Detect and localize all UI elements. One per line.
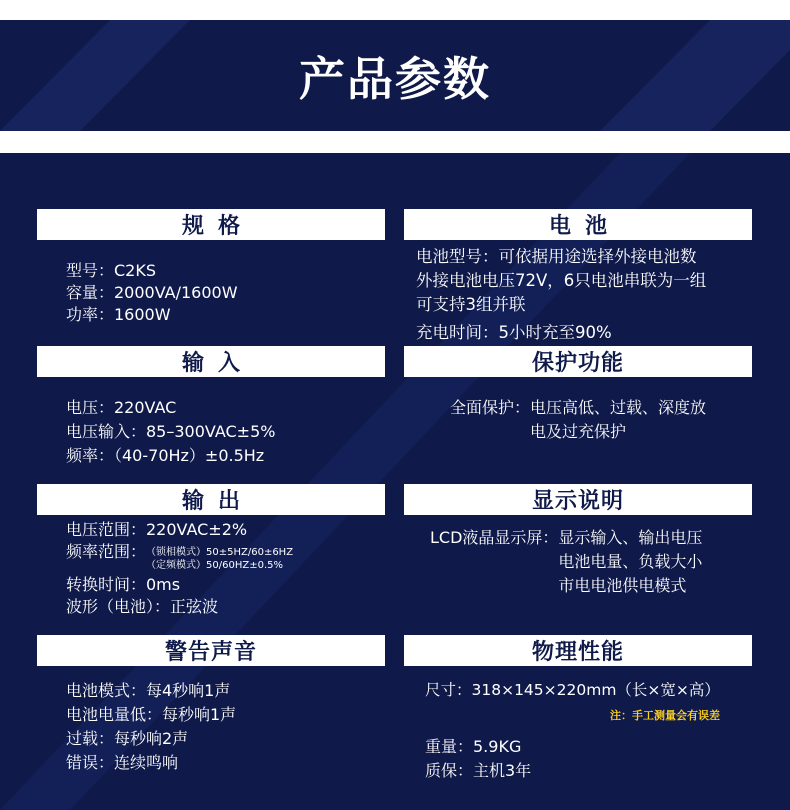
input-frequency: 频率：（40-70Hz）±0.5Hz [66,446,265,465]
output-waveform: 波形（电池）：正弦波 [66,597,219,616]
physical-block [425,679,755,783]
protection-line-1: 全面保护：电压高低、过载、深度放 [449,398,706,417]
output-frequency-values [146,546,293,572]
display-row [430,526,702,598]
display-block [430,526,702,598]
physical-note-row [425,703,755,727]
spec-model: 型号：C2KS [66,261,157,280]
input-voltage: 电压：220VAC [66,398,177,417]
battery-parallel: 可支持3组并联 [416,295,526,314]
battery-voltage: 外接电池电压72V，6只电池串联为一组 [416,271,707,290]
physical-size: 尺寸：318×145×220mm（长×宽×高） [425,681,720,699]
display-feature-1: 显示输入、输出电压 [558,528,703,547]
spec-power: 功率：1600W [66,305,171,324]
physical-warranty: 质保：主机3年 [425,761,532,780]
physical-weight: 重量：5.9KG [425,737,522,756]
alarm-block [66,679,236,775]
output-voltage: 电压范围：220VAC±2% [66,520,248,539]
alarm-battery-mode: 电池模式：每4秒响1声 [66,681,231,700]
input-voltage-range: 电压输入：85–300VAC±5% [66,422,276,441]
alarm-low-battery: 电池电量低：每秒响1声 [66,705,237,724]
alarm-error: 错误：连续鸣响 [66,753,179,772]
output-header: 输出 [37,484,385,515]
display-features [558,526,702,598]
parameters-panel [0,153,790,810]
spec-capacity: 容量：2000VA/1600W [66,283,238,302]
output-frequency-label: 频率范围： [66,542,147,561]
output-frequency-fixed: （定频模式）50/60HZ±0.5% [146,560,283,571]
display-feature-3: 市电电池供电模式 [558,576,687,595]
physical-note: 注：手工测量会有误差 [610,709,720,722]
alarm-overload: 过载：每秒响2声 [66,729,189,748]
input-block [66,396,275,468]
battery-header: 电池 [404,209,752,240]
output-frequency-row [66,541,293,572]
physical-header: 物理性能 [404,635,752,666]
alarm-header: 警告声音 [37,635,385,666]
page-title: 产品参数 [299,51,491,106]
output-frequency-phase-lock: （锁相模式）50±5HZ/60±6HZ [146,547,294,558]
output-block [66,519,293,618]
protection-block [404,396,752,444]
display-label: LCD液晶显示屏： [430,528,559,547]
battery-block [416,245,706,345]
spec-header: 规格 [37,209,385,240]
output-transfer-time: 转换时间：0ms [66,575,181,594]
input-header: 输入 [37,346,385,377]
display-feature-2: 电池电量、负载大小 [558,552,703,571]
protection-line-2: 电及过充保护 [529,422,626,441]
title-banner [0,20,790,131]
spec-block [66,260,238,326]
protection-header: 保护功能 [404,346,752,377]
battery-model: 电池型号：可依据用途选择外接电池数 [416,247,697,266]
battery-charge-time: 充电时间：5小时充至90% [416,323,612,342]
display-header: 显示说明 [404,484,752,515]
